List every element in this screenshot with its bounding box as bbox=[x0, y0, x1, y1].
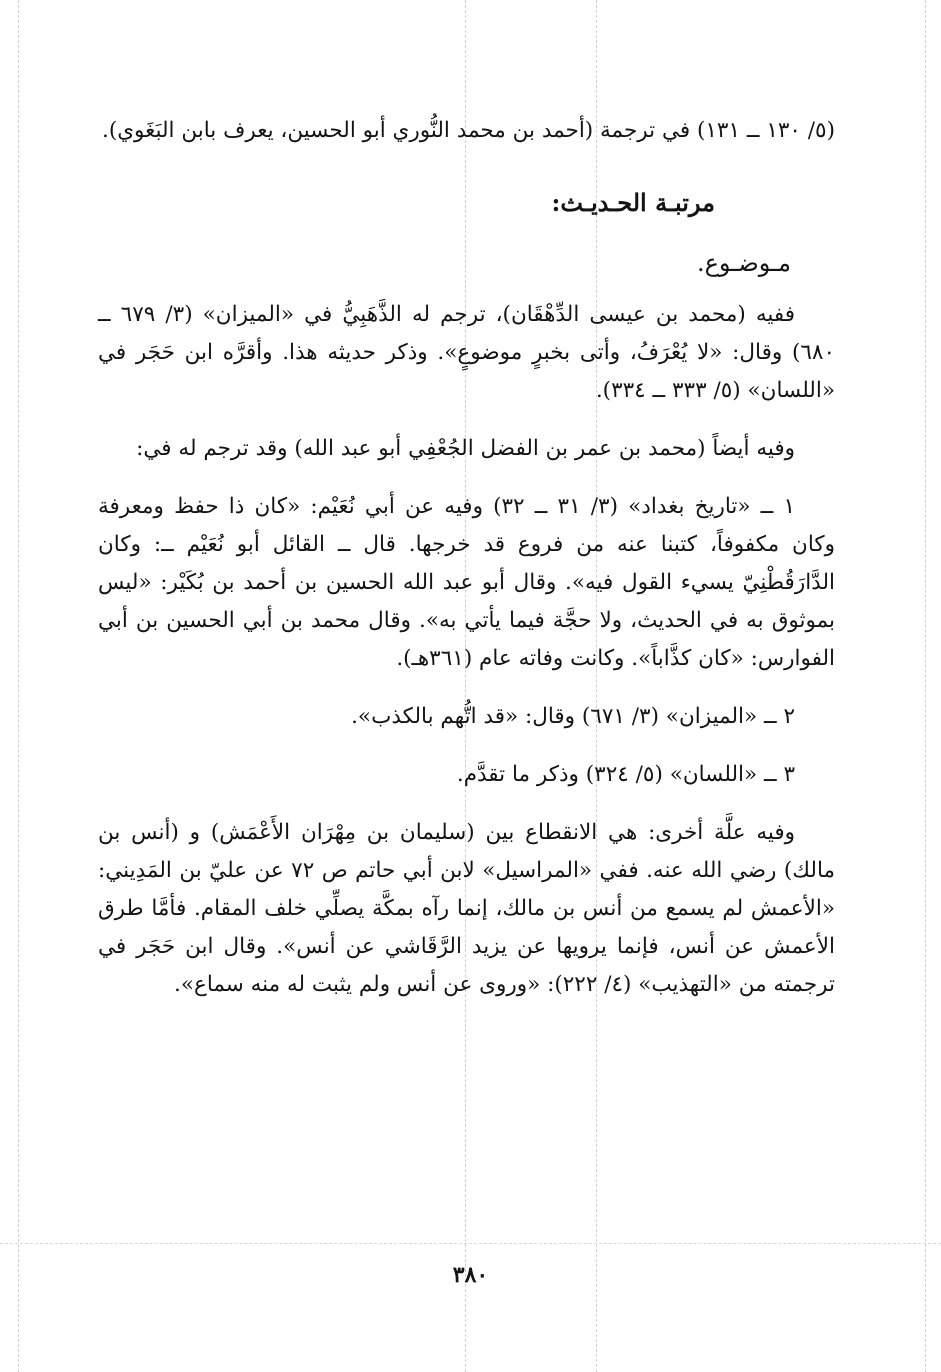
section-heading: مرتبـة الحـديـث: bbox=[551, 188, 715, 217]
list-item: ٣ ــ «اللسان» (٥/ ٣٢٤) وذكر ما تقدَّم. bbox=[456, 762, 795, 787]
page-body bbox=[98, 112, 835, 1024]
guide-line bbox=[0, 1243, 941, 1244]
hadith-grade: مـوضـوع. bbox=[696, 249, 791, 277]
page-number: ٣٨٠ bbox=[452, 1262, 489, 1288]
intro-paragraph: (٥/ ١٣٠ ــ ١٣١) في ترجمة (أحمد بن محمد النُّوري أبو الحسين، يعرف بابن البَغَوي). bbox=[101, 118, 835, 143]
paragraph-defect: وفيه علَّة أخرى: هي الانقطاع بين (سليمان بن مِهْرَان الأَعْمَش) و (أنس بن مالك) رضي الله عنه. ففي «المراسيل» لابن أبي حاتم ص ٧٢ عن عليّ بن المَدِيني: «الأعمش لم يسمع من أنس بن مالك، إنما رآه بمكَّة يصلِّي خلف المقام. فأمَّا طرق الأعمش عن أنس، فإنما يرويها عن يزيد الرَّقَاشي عن أنس». وقال ابن حَجَر في ترجمته من «التهذيب» (٤/ ٢٢٢): «وروى عن أنس ولم يثبت له منه سماع». bbox=[98, 820, 836, 997]
guide-line bbox=[925, 0, 926, 1372]
paragraph-narrator-1: ففيه (محمد بن عيسى الدِّهْقَان)، ترجم له الذَّهَبِيُّ في «الميزان» (٣/ ٦٧٩ ــ ٦٨٠) وقال: «لا يُعْرَفُ، وأتى بخبرٍ موضوعٍ». وذكر حديثه هذا. وأقرَّه ابن حَجَر في «اللسان» (٥/ ٣٣٣ ــ ٣٣٤). bbox=[98, 302, 835, 403]
list-item: ١ ــ «تاريخ بغداد» (٣/ ٣١ ــ ٣٢) وفيه عن أبي نُعَيْم: «كان ذا حفظ ومعرفة وكان مكفوفاً، كتبنا عنه من فروع قد خرجها. قال ــ القائل أبو نُعَيْم ــ: وكان الدَّارَقُطْنِيّ يسيء القول فيه». وقال أبو عبد الله الحسين بن أحمد بن بُكَيْر: «ليس بموثوق به في الحديث، ولا حجَّة فيما يأتي به». وقال محمد بن أبي الحسين بن أبي الفوارس: «كان كذَّاباً». وكانت وفاته عام (٣٦١هـ). bbox=[98, 494, 835, 671]
paragraph-narrator-2: وفيه أيضاً (محمد بن عمر بن الفضل الجُعْفِي أبو عبد الله) وقد ترجم له في: bbox=[136, 436, 795, 461]
guide-line bbox=[18, 0, 19, 1372]
list-item: ٢ ــ «الميزان» (٣/ ٦٧١) وقال: «قد اتُّهم بالكذب». bbox=[351, 704, 795, 729]
